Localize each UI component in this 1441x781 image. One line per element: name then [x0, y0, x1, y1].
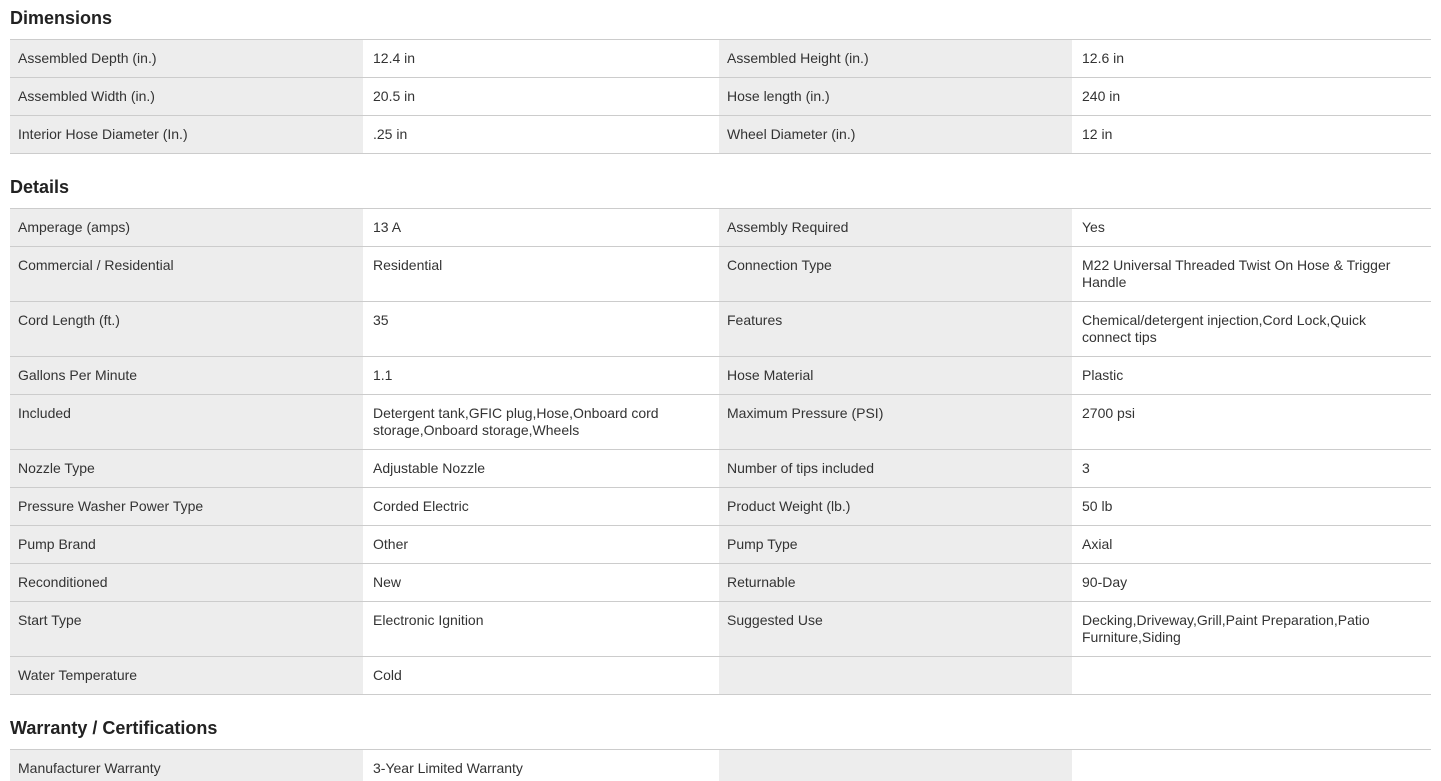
- spec-key-left: Assembled Width (in.): [10, 78, 363, 115]
- section-title: Details: [10, 177, 70, 197]
- spec-table: [10, 749, 1431, 781]
- spec-key-right: Pump Type: [719, 526, 1072, 563]
- spec-key-right: Maximum Pressure (PSI): [719, 395, 1072, 449]
- spec-key-right: Wheel Diameter (in.): [719, 116, 1072, 153]
- spec-value-left: Residential: [363, 247, 719, 301]
- spec-value-left: 20.5 in: [363, 78, 719, 115]
- spec-key-left: Included: [10, 395, 363, 449]
- spec-value-left: Adjustable Nozzle: [363, 450, 719, 487]
- spec-section: [10, 7, 1431, 154]
- spec-value-right: 12 in: [1072, 116, 1431, 153]
- spec-key-left: Amperage (amps): [10, 209, 363, 246]
- spec-table-row: [10, 750, 1431, 781]
- spec-key-right: Suggested Use: [719, 602, 1072, 656]
- spec-value-right: Plastic: [1072, 357, 1431, 394]
- spec-value-left: Cold: [363, 657, 719, 694]
- spec-key-right: Assembled Height (in.): [719, 40, 1072, 77]
- spec-key-left: Reconditioned: [10, 564, 363, 601]
- section-title: Warranty / Certifications: [10, 718, 218, 738]
- spec-key-left: Interior Hose Diameter (In.): [10, 116, 363, 153]
- spec-key-right: Features: [719, 302, 1072, 356]
- section-title: Dimensions: [10, 8, 113, 28]
- spec-value-left: 35: [363, 302, 719, 356]
- spec-table-row: [10, 450, 1431, 488]
- spec-table-row: [10, 526, 1431, 564]
- spec-value-left: New: [363, 564, 719, 601]
- spec-key-left: Cord Length (ft.): [10, 302, 363, 356]
- spec-value-right: Yes: [1072, 209, 1431, 246]
- spec-value-right: 50 lb: [1072, 488, 1431, 525]
- spec-value-right: [1072, 750, 1431, 781]
- spec-table-row: [10, 488, 1431, 526]
- spec-section: [10, 176, 1431, 695]
- spec-key-right: Connection Type: [719, 247, 1072, 301]
- spec-table-row: [10, 302, 1431, 357]
- spec-key-right: Assembly Required: [719, 209, 1072, 246]
- spec-key-left: Pressure Washer Power Type: [10, 488, 363, 525]
- spec-table-row: [10, 357, 1431, 395]
- spec-key-left: Start Type: [10, 602, 363, 656]
- spec-value-left: 1.1: [363, 357, 719, 394]
- spec-table-row: [10, 209, 1431, 247]
- spec-key-left: Manufacturer Warranty: [10, 750, 363, 781]
- spec-value-left: .25 in: [363, 116, 719, 153]
- spec-value-left: 12.4 in: [363, 40, 719, 77]
- spec-value-left: Detergent tank,GFIC plug,Hose,Onboard cord storage,Onboard storage,Wheels: [363, 395, 719, 449]
- spec-key-right: [719, 657, 1072, 694]
- spec-key-left: Assembled Depth (in.): [10, 40, 363, 77]
- spec-key-right: [719, 750, 1072, 781]
- spec-value-right: M22 Universal Threaded Twist On Hose & Trigger Handle: [1072, 247, 1431, 301]
- spec-table-row: [10, 564, 1431, 602]
- spec-value-left: Other: [363, 526, 719, 563]
- spec-table: [10, 39, 1431, 154]
- spec-key-right: Number of tips included: [719, 450, 1072, 487]
- spec-value-right: Axial: [1072, 526, 1431, 563]
- spec-value-left: Electronic Ignition: [363, 602, 719, 656]
- spec-section: [10, 717, 1431, 781]
- spec-value-right: 12.6 in: [1072, 40, 1431, 77]
- spec-value-right: Decking,Driveway,Grill,Paint Preparation,Patio Furniture,Siding: [1072, 602, 1431, 656]
- spec-key-right: Hose length (in.): [719, 78, 1072, 115]
- spec-key-left: Gallons Per Minute: [10, 357, 363, 394]
- spec-sections-container: [10, 7, 1431, 781]
- spec-value-right: 90-Day: [1072, 564, 1431, 601]
- spec-table: [10, 208, 1431, 695]
- spec-table-row: [10, 657, 1431, 695]
- spec-value-right: [1072, 657, 1431, 694]
- spec-table-row: [10, 40, 1431, 78]
- spec-table-row: [10, 395, 1431, 450]
- spec-value-right: 3: [1072, 450, 1431, 487]
- spec-key-right: Product Weight (lb.): [719, 488, 1072, 525]
- spec-value-left: 13 A: [363, 209, 719, 246]
- spec-table-row: [10, 247, 1431, 302]
- spec-key-left: Water Temperature: [10, 657, 363, 694]
- spec-table-row: [10, 116, 1431, 154]
- spec-value-right: Chemical/detergent injection,Cord Lock,Quick connect tips: [1072, 302, 1431, 356]
- product-specifications-page: [0, 7, 1441, 781]
- spec-value-right: 240 in: [1072, 78, 1431, 115]
- spec-value-right: 2700 psi: [1072, 395, 1431, 449]
- spec-key-left: Pump Brand: [10, 526, 363, 563]
- spec-table-row: [10, 602, 1431, 657]
- spec-key-left: Nozzle Type: [10, 450, 363, 487]
- spec-key-right: Returnable: [719, 564, 1072, 601]
- spec-value-left: 3-Year Limited Warranty: [363, 750, 719, 781]
- spec-key-left: Commercial / Residential: [10, 247, 363, 301]
- spec-value-left: Corded Electric: [363, 488, 719, 525]
- spec-table-row: [10, 78, 1431, 116]
- spec-key-right: Hose Material: [719, 357, 1072, 394]
